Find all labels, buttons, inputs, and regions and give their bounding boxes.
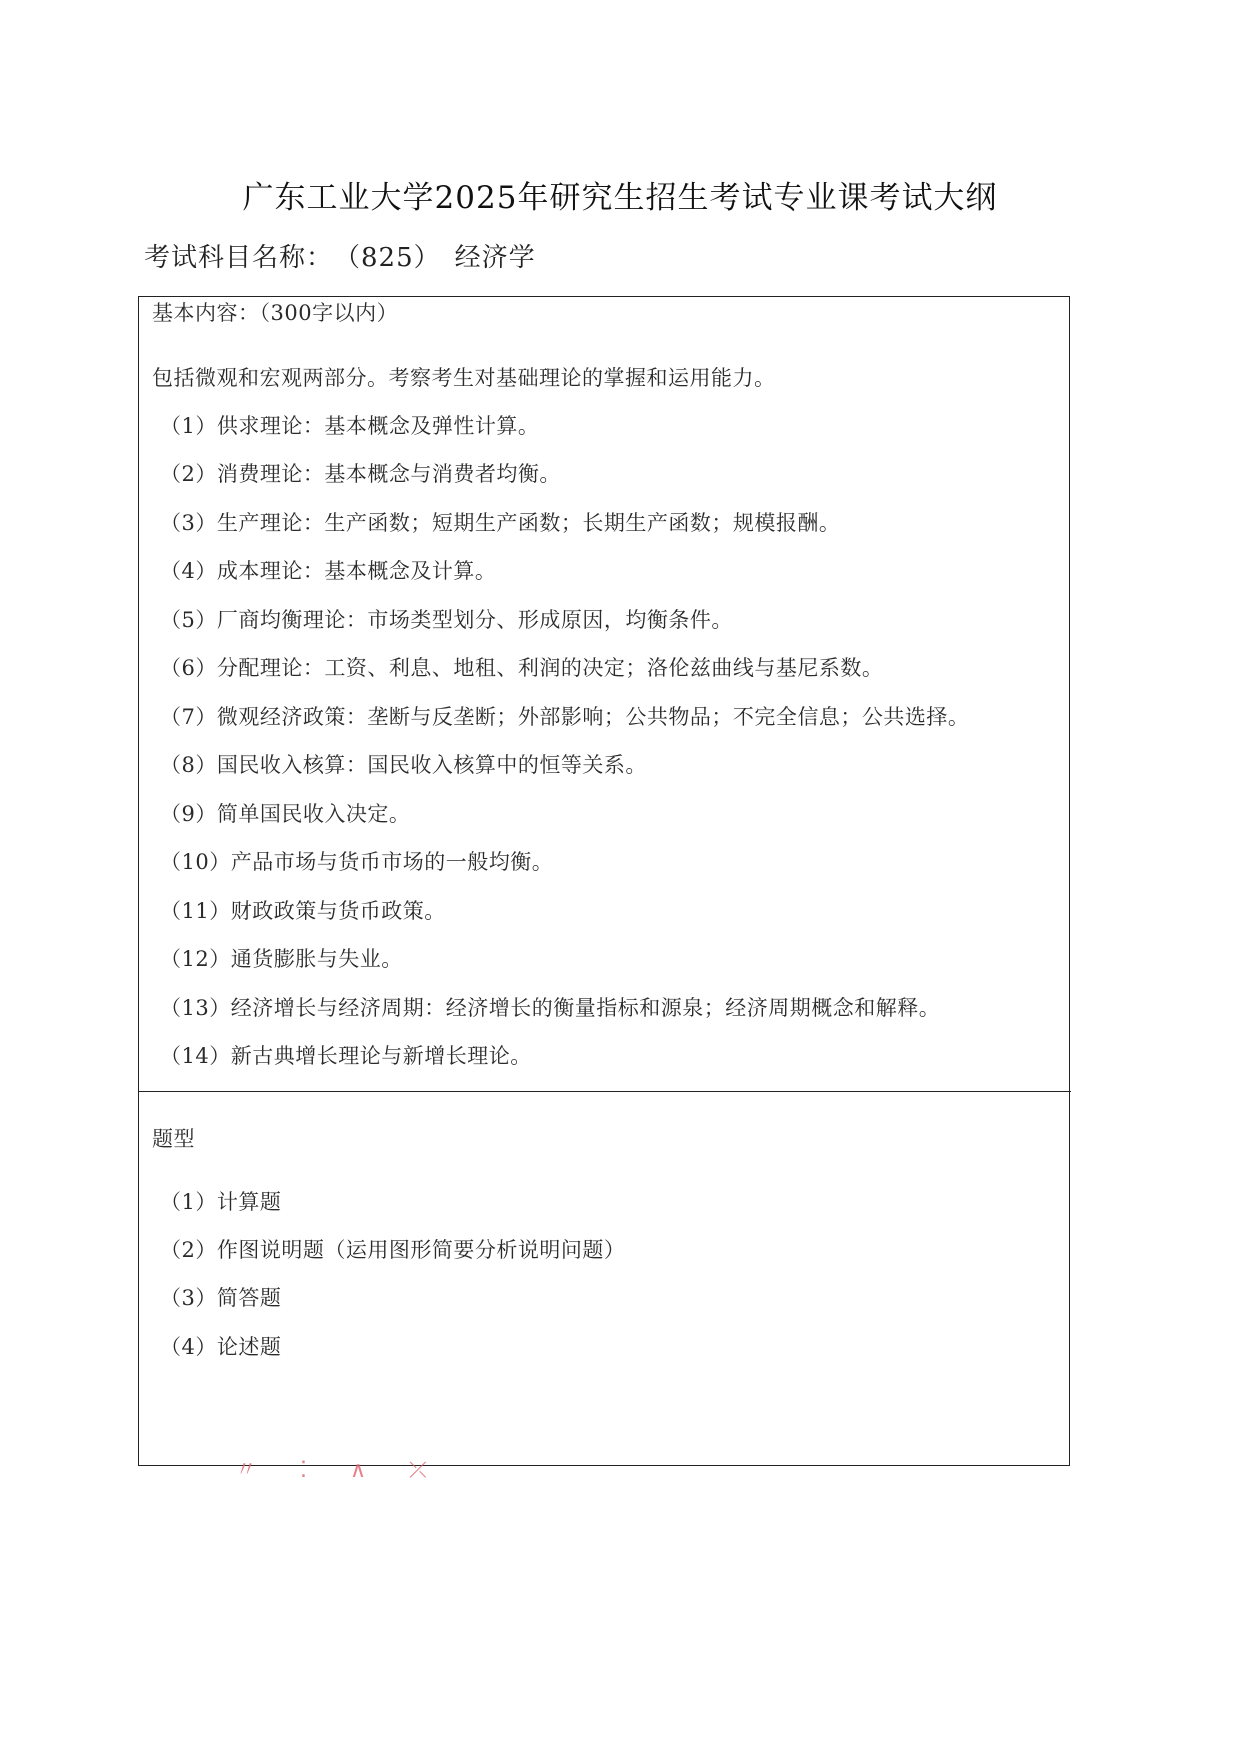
- content-item: （1）供求理论：基本概念及弹性计算。: [160, 414, 540, 438]
- content-item: （4）成本理论：基本概念及计算。: [160, 559, 497, 583]
- page-title: 广东工业大学2025年研究生招生考试专业课考试大纲: [242, 180, 998, 216]
- content-item: （9）简单国民收入决定。: [160, 802, 411, 826]
- content-item: （12）通货膨胀与失业。: [160, 947, 403, 971]
- subject-code: （825）: [347, 243, 441, 273]
- red-stamp-mark: 〃 ⁚ ∧ ⤫: [235, 1458, 445, 1483]
- content-item: （11）财政政策与货币政策。: [160, 899, 446, 923]
- question-type-item: （2）作图说明题（运用图形简要分析说明问题）: [160, 1238, 626, 1262]
- content-item: （5）厂商均衡理论：市场类型划分、形成原因，均衡条件。: [160, 608, 733, 632]
- question-type-item: （1）计算题: [160, 1190, 282, 1214]
- basic-content-heading: 基本内容：（300字以内）: [152, 301, 399, 325]
- content-item: （7）微观经济政策：垄断与反垄断；外部影响；公共物品；不完全信息；公共选择。: [160, 705, 970, 729]
- subject-name: 经济学: [454, 243, 536, 273]
- subject-label: 考试科目名称：: [144, 243, 334, 273]
- content-item: （8）国民收入核算：国民收入核算中的恒等关系。: [160, 753, 647, 777]
- question-type-item: （4）论述题: [160, 1335, 282, 1359]
- question-type-item: （3）简答题: [160, 1286, 282, 1310]
- exam-subject: [144, 237, 550, 274]
- basic-content-intro: 包括微观和宏观两部分。考察考生对基础理论的掌握和运用能力。: [152, 366, 776, 390]
- content-item: （2）消费理论：基本概念与消费者均衡。: [160, 462, 561, 486]
- question-types-heading: 题型: [152, 1127, 195, 1151]
- content-item: （10）产品市场与货币市场的一般均衡。: [160, 850, 554, 874]
- content-item: （14）新古典增长理论与新增长理论。: [160, 1044, 532, 1068]
- content-item: （3）生产理论：生产函数；短期生产函数；长期生产函数；规模报酬。: [160, 511, 841, 535]
- content-item: （6）分配理论：工资、利息、地租、利润的决定；洛伦兹曲线与基尼系数。: [160, 656, 884, 680]
- content-item: （13）经济增长与经济周期：经济增长的衡量指标和源泉；经济周期概念和解释。: [160, 996, 941, 1020]
- section-divider: [138, 1091, 1071, 1092]
